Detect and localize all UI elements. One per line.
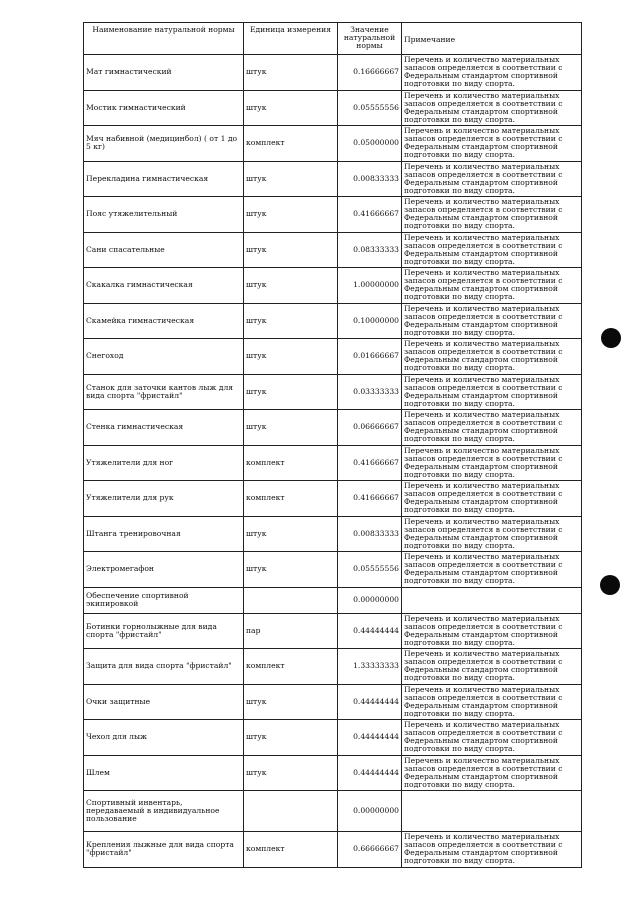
cell-value: 0.44444444 xyxy=(338,755,402,791)
table-header-row xyxy=(84,23,582,55)
cell-name: Электромегафон xyxy=(84,552,244,588)
cell-value: 0.05000000 xyxy=(338,126,402,162)
cell-unit: штук xyxy=(244,552,338,588)
cell-name: Скакалка гимнастическая xyxy=(84,268,244,304)
cell-note: Перечень и количество материальных запасов определяется в соответствии с Федеральным стандартом спортивной подготовки по виду спорта. xyxy=(402,232,582,268)
table-row xyxy=(84,410,582,446)
cell-name: Снегоход xyxy=(84,339,244,375)
cell-note xyxy=(402,791,582,832)
cell-unit: штук xyxy=(244,516,338,552)
table-row xyxy=(84,613,582,649)
cell-value: 0.05555556 xyxy=(338,552,402,588)
cell-note: Перечень и количество материальных запасов определяется в соответствии с Федеральным стандартом спортивной подготовки по виду спорта. xyxy=(402,755,582,791)
cell-note: Перечень и количество материальных запасов определяется в соответствии с Федеральным стандартом спортивной подготовки по виду спорта. xyxy=(402,303,582,339)
cell-unit: комплект xyxy=(244,481,338,517)
table-row xyxy=(84,232,582,268)
cell-name: Утяжелители для рук xyxy=(84,481,244,517)
table-row xyxy=(84,684,582,720)
cell-note: Перечень и количество материальных запасов определяется в соответствии с Федеральным стандартом спортивной подготовки по виду спорта. xyxy=(402,832,582,868)
table-row-section xyxy=(84,587,582,613)
cell-value: 0.44444444 xyxy=(338,684,402,720)
cell-value: 1.33333333 xyxy=(338,649,402,685)
table-row xyxy=(84,268,582,304)
cell-unit: штук xyxy=(244,374,338,410)
cell-value: 0.44444444 xyxy=(338,613,402,649)
cell-note: Перечень и количество материальных запасов определяется в соответствии с Федеральным стандартом спортивной подготовки по виду спорта. xyxy=(402,268,582,304)
cell-unit: комплект xyxy=(244,445,338,481)
cell-value: 0.41666667 xyxy=(338,481,402,517)
table-row xyxy=(84,516,582,552)
table-row xyxy=(84,339,582,375)
cell-note: Перечень и количество материальных запасов определяется в соответствии с Федеральным стандартом спортивной подготовки по виду спорта. xyxy=(402,374,582,410)
table-row xyxy=(84,720,582,756)
cell-value: 0.01666667 xyxy=(338,339,402,375)
cell-name: Обеспечение спортивной экипировкой xyxy=(84,587,244,613)
cell-note: Перечень и количество материальных запасов определяется в соответствии с Федеральным стандартом спортивной подготовки по виду спорта. xyxy=(402,720,582,756)
cell-unit: штук xyxy=(244,303,338,339)
cell-note: Перечень и количество материальных запасов определяется в соответствии с Федеральным стандартом спортивной подготовки по виду спорта. xyxy=(402,410,582,446)
header-unit: Единица измерения xyxy=(244,23,338,55)
header-value: Значение натуральной нормы xyxy=(338,23,402,55)
cell-unit: штук xyxy=(244,684,338,720)
cell-value: 0.08333333 xyxy=(338,232,402,268)
cell-value: 0.41666667 xyxy=(338,197,402,233)
cell-name: Мат гимнастический xyxy=(84,55,244,91)
header-name: Наименование натуральной нормы xyxy=(84,23,244,55)
cell-note: Перечень и количество материальных запасов определяется в соответствии с Федеральным стандартом спортивной подготовки по виду спорта. xyxy=(402,684,582,720)
cell-name: Стенка гимнастическая xyxy=(84,410,244,446)
cell-note: Перечень и количество материальных запасов определяется в соответствии с Федеральным стандартом спортивной подготовки по виду спорта. xyxy=(402,649,582,685)
cell-unit xyxy=(244,587,338,613)
table-row xyxy=(84,649,582,685)
cell-name: Утяжелители для ног xyxy=(84,445,244,481)
table-row-section xyxy=(84,791,582,832)
cell-value: 0.44444444 xyxy=(338,720,402,756)
cell-value: 0.41666667 xyxy=(338,445,402,481)
cell-name: Мостик гимнастический xyxy=(84,90,244,126)
cell-note: Перечень и количество материальных запасов определяется в соответствии с Федеральным стандартом спортивной подготовки по виду спорта. xyxy=(402,445,582,481)
cell-name: Ботинки горнолыжные для вида спорта "фристайл" xyxy=(84,613,244,649)
cell-value: 0.06666667 xyxy=(338,410,402,446)
cell-note xyxy=(402,587,582,613)
table-row xyxy=(84,303,582,339)
cell-value: 0.00833333 xyxy=(338,516,402,552)
cell-unit: штук xyxy=(244,161,338,197)
cell-unit: штук xyxy=(244,339,338,375)
cell-name: Шлем xyxy=(84,755,244,791)
header-note: Примечание xyxy=(402,23,582,55)
cell-name: Сани спасательные xyxy=(84,232,244,268)
cell-note: Перечень и количество материальных запасов определяется в соответствии с Федеральным стандартом спортивной подготовки по виду спорта. xyxy=(402,516,582,552)
cell-note: Перечень и количество материальных запасов определяется в соответствии с Федеральным стандартом спортивной подготовки по виду спорта. xyxy=(402,197,582,233)
cell-unit: штук xyxy=(244,90,338,126)
cell-unit: штук xyxy=(244,55,338,91)
cell-note: Перечень и количество материальных запасов определяется в соответствии с Федеральным стандартом спортивной подготовки по виду спорта. xyxy=(402,55,582,91)
cell-value: 0.66666667 xyxy=(338,832,402,868)
cell-note: Перечень и количество материальных запасов определяется в соответствии с Федеральным стандартом спортивной подготовки по виду спорта. xyxy=(402,339,582,375)
table-row xyxy=(84,374,582,410)
cell-unit: комплект xyxy=(244,649,338,685)
table-row xyxy=(84,445,582,481)
table-row xyxy=(84,90,582,126)
cell-name: Защита для вида спорта "фристайл" xyxy=(84,649,244,685)
cell-unit: штук xyxy=(244,232,338,268)
cell-name: Крепления лыжные для вида спорта "фристайл" xyxy=(84,832,244,868)
cell-name: Мяч набивной (медицинбол) ( от 1 до 5 кг) xyxy=(84,126,244,162)
cell-value: 0.05555556 xyxy=(338,90,402,126)
cell-value: 0.00833333 xyxy=(338,161,402,197)
cell-unit: комплект xyxy=(244,126,338,162)
cell-note: Перечень и количество материальных запасов определяется в соответствии с Федеральным стандартом спортивной подготовки по виду спорта. xyxy=(402,161,582,197)
cell-value: 0.00000000 xyxy=(338,587,402,613)
table-row xyxy=(84,481,582,517)
cell-note: Перечень и количество материальных запасов определяется в соответствии с Федеральным стандартом спортивной подготовки по виду спорта. xyxy=(402,613,582,649)
cell-note: Перечень и количество материальных запасов определяется в соответствии с Федеральным стандартом спортивной подготовки по виду спорта. xyxy=(402,481,582,517)
norms-table xyxy=(83,22,582,868)
table-row xyxy=(84,832,582,868)
punch-hole-upper xyxy=(601,328,621,348)
cell-note: Перечень и количество материальных запасов определяется в соответствии с Федеральным стандартом спортивной подготовки по виду спорта. xyxy=(402,552,582,588)
cell-unit: комплект xyxy=(244,832,338,868)
cell-unit: штук xyxy=(244,755,338,791)
cell-unit: штук xyxy=(244,268,338,304)
cell-unit: штук xyxy=(244,720,338,756)
cell-name: Штанга тренировочная xyxy=(84,516,244,552)
cell-unit: пар xyxy=(244,613,338,649)
cell-name: Пояс утяжелительный xyxy=(84,197,244,233)
cell-unit: штук xyxy=(244,410,338,446)
table-row xyxy=(84,55,582,91)
cell-value: 0.00000000 xyxy=(338,791,402,832)
table-row xyxy=(84,126,582,162)
cell-note: Перечень и количество материальных запасов определяется в соответствии с Федеральным стандартом спортивной подготовки по виду спорта. xyxy=(402,126,582,162)
cell-unit xyxy=(244,791,338,832)
table-row xyxy=(84,552,582,588)
cell-value: 0.03333333 xyxy=(338,374,402,410)
cell-value: 1.00000000 xyxy=(338,268,402,304)
cell-name: Спортивный инвентарь, передаваемый в индивидуальное пользование xyxy=(84,791,244,832)
cell-unit: штук xyxy=(244,197,338,233)
table-row xyxy=(84,755,582,791)
cell-value: 0.16666667 xyxy=(338,55,402,91)
cell-name: Чехол для лыж xyxy=(84,720,244,756)
cell-value: 0.10000000 xyxy=(338,303,402,339)
punch-hole-lower xyxy=(600,575,620,595)
cell-name: Очки защитные xyxy=(84,684,244,720)
table-row xyxy=(84,197,582,233)
table-row xyxy=(84,161,582,197)
cell-name: Перекладина гимнастическая xyxy=(84,161,244,197)
cell-note: Перечень и количество материальных запасов определяется в соответствии с Федеральным стандартом спортивной подготовки по виду спорта. xyxy=(402,90,582,126)
cell-name: Скамейка гимнастическая xyxy=(84,303,244,339)
cell-name: Станок для заточки кантов лыж для вида спорта "фристайл" xyxy=(84,374,244,410)
